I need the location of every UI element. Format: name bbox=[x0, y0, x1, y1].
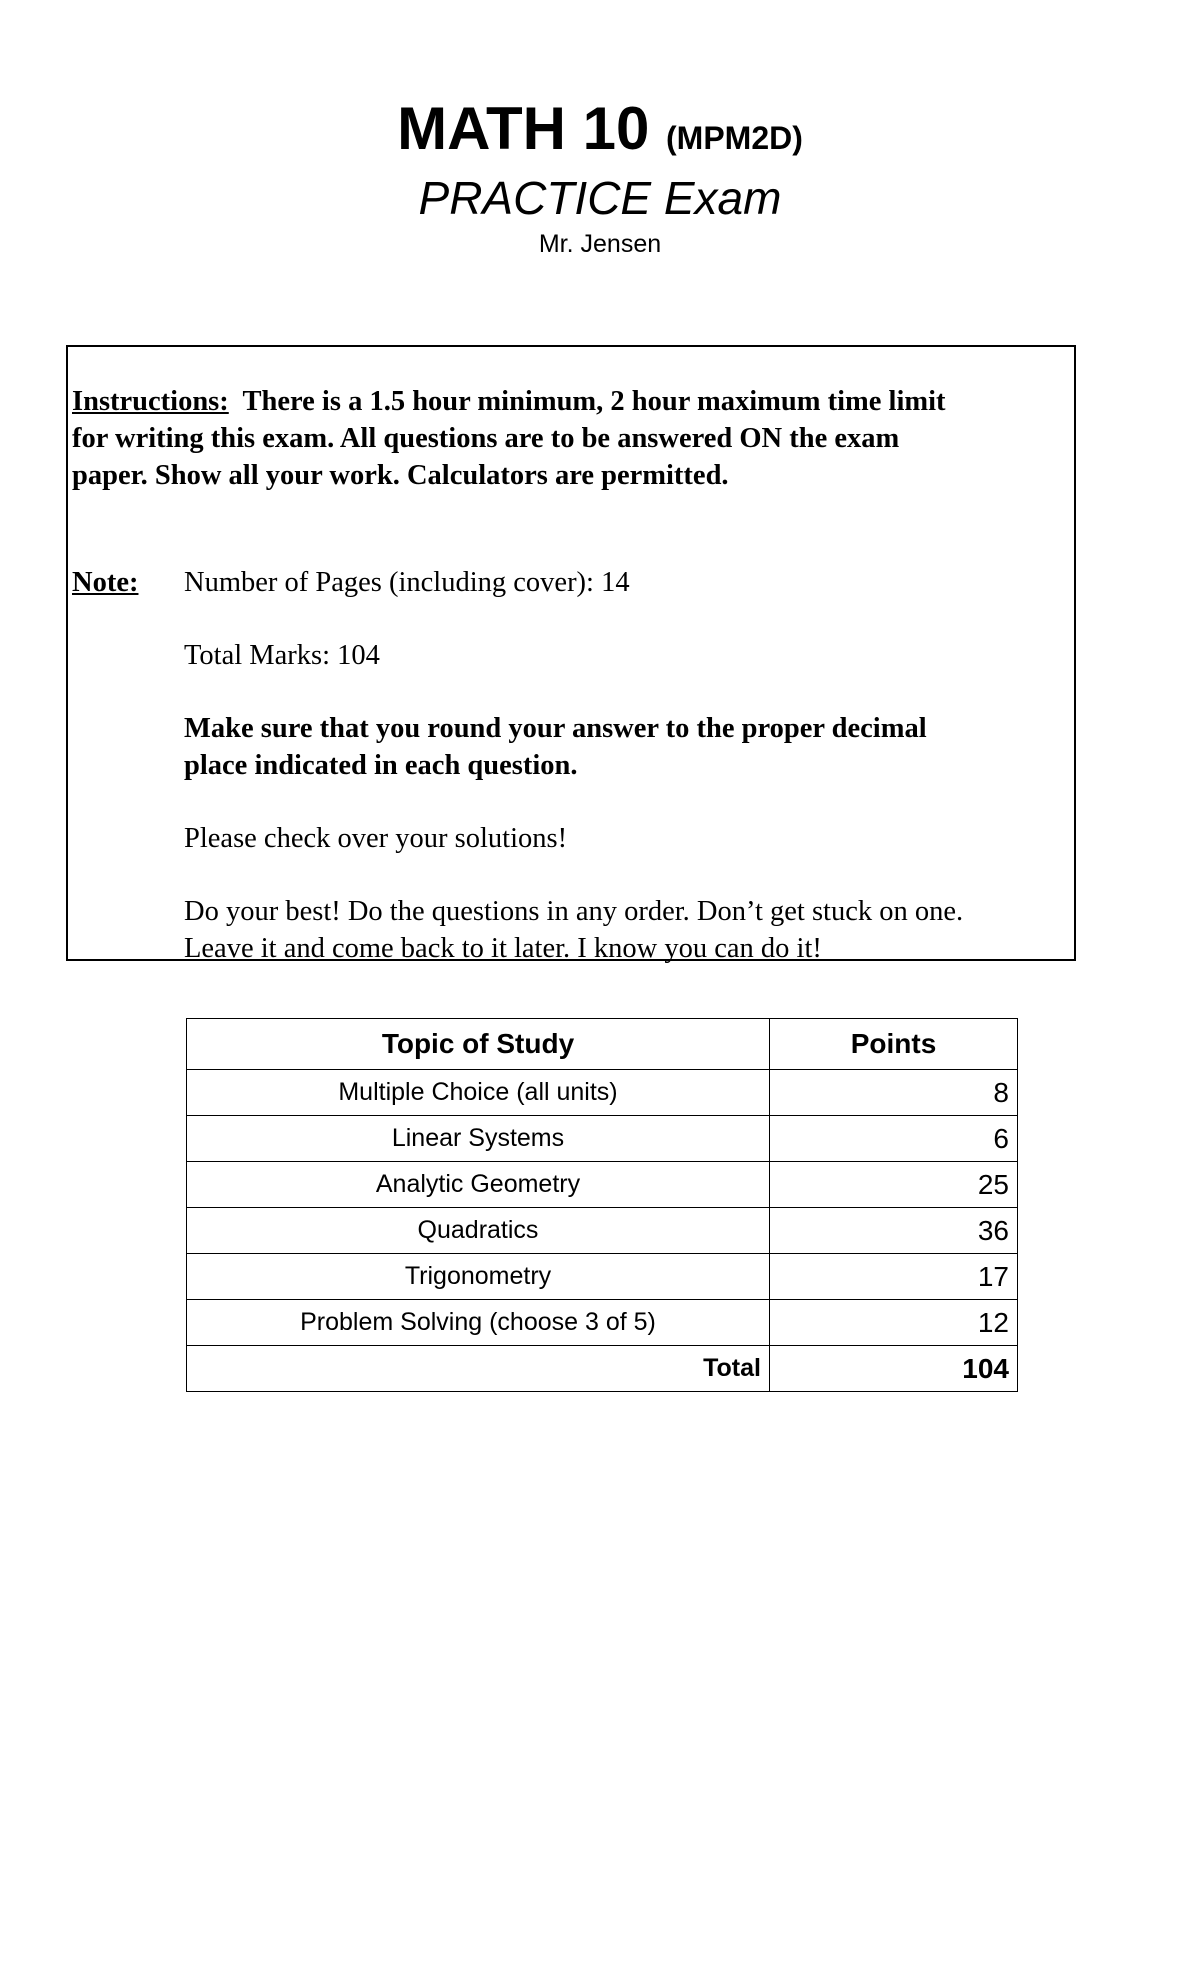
course-title: MATH 10 bbox=[397, 95, 650, 162]
total-label: Total bbox=[187, 1346, 770, 1392]
points-cell: 25 bbox=[770, 1162, 1018, 1208]
instructions-line-1: There is a 1.5 hour minimum, 2 hour maximum time limit bbox=[242, 386, 946, 417]
total-marks: Total Marks: 104 bbox=[184, 640, 380, 671]
exam-subtitle: PRACTICE Exam bbox=[418, 172, 782, 224]
instructions-line-3: paper. Show all your work. Calculators are permitted. bbox=[72, 460, 729, 491]
table-row bbox=[187, 1208, 1018, 1254]
marks-table bbox=[186, 1018, 1018, 1392]
points-cell: 8 bbox=[770, 1070, 1018, 1116]
topic-cell: Trigonometry bbox=[187, 1254, 770, 1300]
topic-cell: Multiple Choice (all units) bbox=[187, 1070, 770, 1116]
exam-title bbox=[0, 96, 1200, 171]
encouragement bbox=[184, 893, 1074, 967]
table-row bbox=[187, 1162, 1018, 1208]
points-cell: 12 bbox=[770, 1300, 1018, 1346]
instructions-box bbox=[66, 345, 1076, 964]
instructions-paragraph bbox=[72, 383, 1072, 494]
instructions-label: Instructions: bbox=[72, 386, 229, 417]
encouragement-line-1: Do your best! Do the questions in any order. Don’t get stuck on one. bbox=[184, 896, 964, 927]
topic-cell: Linear Systems bbox=[187, 1116, 770, 1162]
table-row bbox=[187, 1254, 1018, 1300]
course-code: (MPM2D) bbox=[666, 120, 803, 156]
points-cell: 6 bbox=[770, 1116, 1018, 1162]
column-header-topic: Topic of Study bbox=[187, 1019, 770, 1070]
topic-cell: Analytic Geometry bbox=[187, 1162, 770, 1208]
teacher-name: Mr. Jensen bbox=[538, 230, 662, 258]
rounding-line-1: Make sure that you round your answer to the proper decimal bbox=[184, 713, 927, 744]
rounding-reminder bbox=[184, 710, 1074, 784]
rounding-line-2: place indicated in each question. bbox=[184, 750, 578, 781]
topic-cell: Problem Solving (choose 3 of 5) bbox=[187, 1300, 770, 1346]
note-label: Note: bbox=[72, 567, 139, 598]
table-row bbox=[187, 1116, 1018, 1162]
points-cell: 36 bbox=[770, 1208, 1018, 1254]
table-header-row bbox=[187, 1019, 1018, 1070]
points-cell: 17 bbox=[770, 1254, 1018, 1300]
encouragement-line-2: Leave it and come back to it later. I know you can do it! bbox=[184, 933, 822, 964]
topic-cell: Quadratics bbox=[187, 1208, 770, 1254]
exam-header bbox=[0, 96, 1200, 261]
page-count: Number of Pages (including cover): 14 bbox=[184, 567, 630, 598]
check-reminder: Please check over your solutions! bbox=[184, 823, 568, 854]
instructions-line-2: for writing this exam. All questions are to be answered ON the exam bbox=[72, 423, 900, 454]
table-row bbox=[187, 1070, 1018, 1116]
table-row bbox=[187, 1300, 1018, 1346]
total-row bbox=[187, 1346, 1018, 1392]
note-body bbox=[184, 564, 1074, 1003]
total-points: 104 bbox=[770, 1346, 1018, 1392]
column-header-points: Points bbox=[770, 1019, 1018, 1070]
